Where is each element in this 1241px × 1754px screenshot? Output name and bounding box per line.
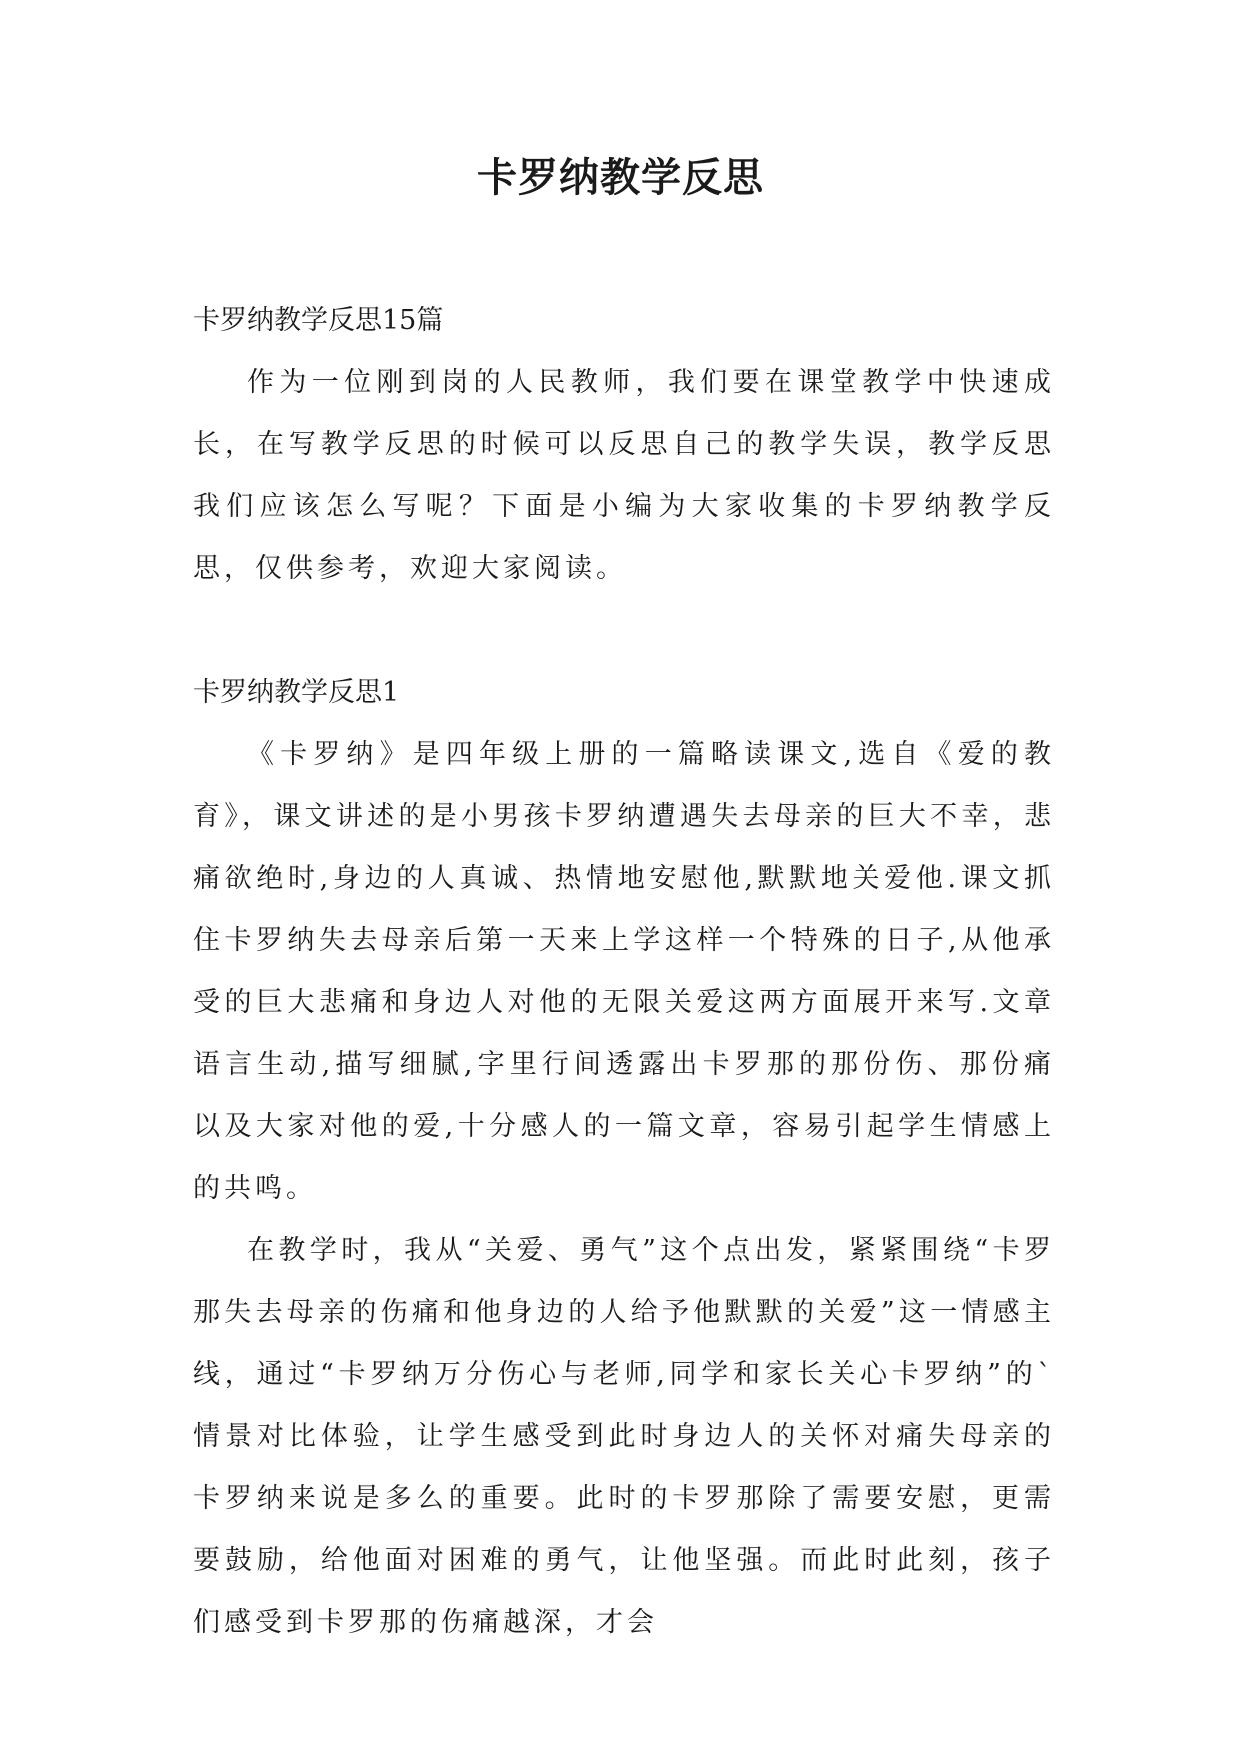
intro-paragraph: 作为一位刚到岗的人民教师，我们要在课堂教学中快速成长，在写教学反思的时候可以反思自己的教学失误，教学反思我们应该怎么写呢？下面是小编为大家收集的卡罗纳教学反思，仅供参考，欢迎大家阅读。 [193,367,1055,584]
document-body [193,290,1055,1654]
section-1-paragraph-1: 《卡罗纳》是四年级上册的一篇略读课文,选自《爱的教育》，课文讲述的是小男孩卡罗纳遭遇失去母亲的巨大不幸，悲痛欲绝时,身边的人真诚、热情地安慰他,默默地关爱他.课文抓住卡罗纳失去母亲后第一天来上学这样一个特殊的日子,从他承受的巨大悲痛和身边人对他的无限关爱这两方面展开来写.文章语言生动,描写细腻,字里行间透露出卡罗那的那份伤、那份痛以及大家对他的爱,十分感人的一篇文章，容易引起学生情感上的共鸣。 [193,739,1055,1204]
section-1-paragraph-2: 在教学时，我从“关爱、勇气”这个点出发，紧紧围绕“卡罗那失去母亲的伤痛和他身边的人给予他默默的关爱”这一情感主线，通过“卡罗纳万分伤心与老师,同学和家长关心卡罗纳”的`情景对比体验，让学生感受到此时身边人的关怀对痛失母亲的卡罗纳来说是多么的重要。此时的卡罗那除了需要安慰，更需要鼓励，给他面对困难的勇气，让他坚强。而此时此刻，孩子们感受到卡罗那的伤痛越深，才会 [193,1235,1055,1638]
intro-heading: 卡罗纳教学反思15篇 [193,305,444,336]
section-spacer [193,600,1055,662]
section-1-heading: 卡罗纳教学反思1 [193,677,400,708]
document-title: 卡罗纳教学反思 [477,155,764,201]
